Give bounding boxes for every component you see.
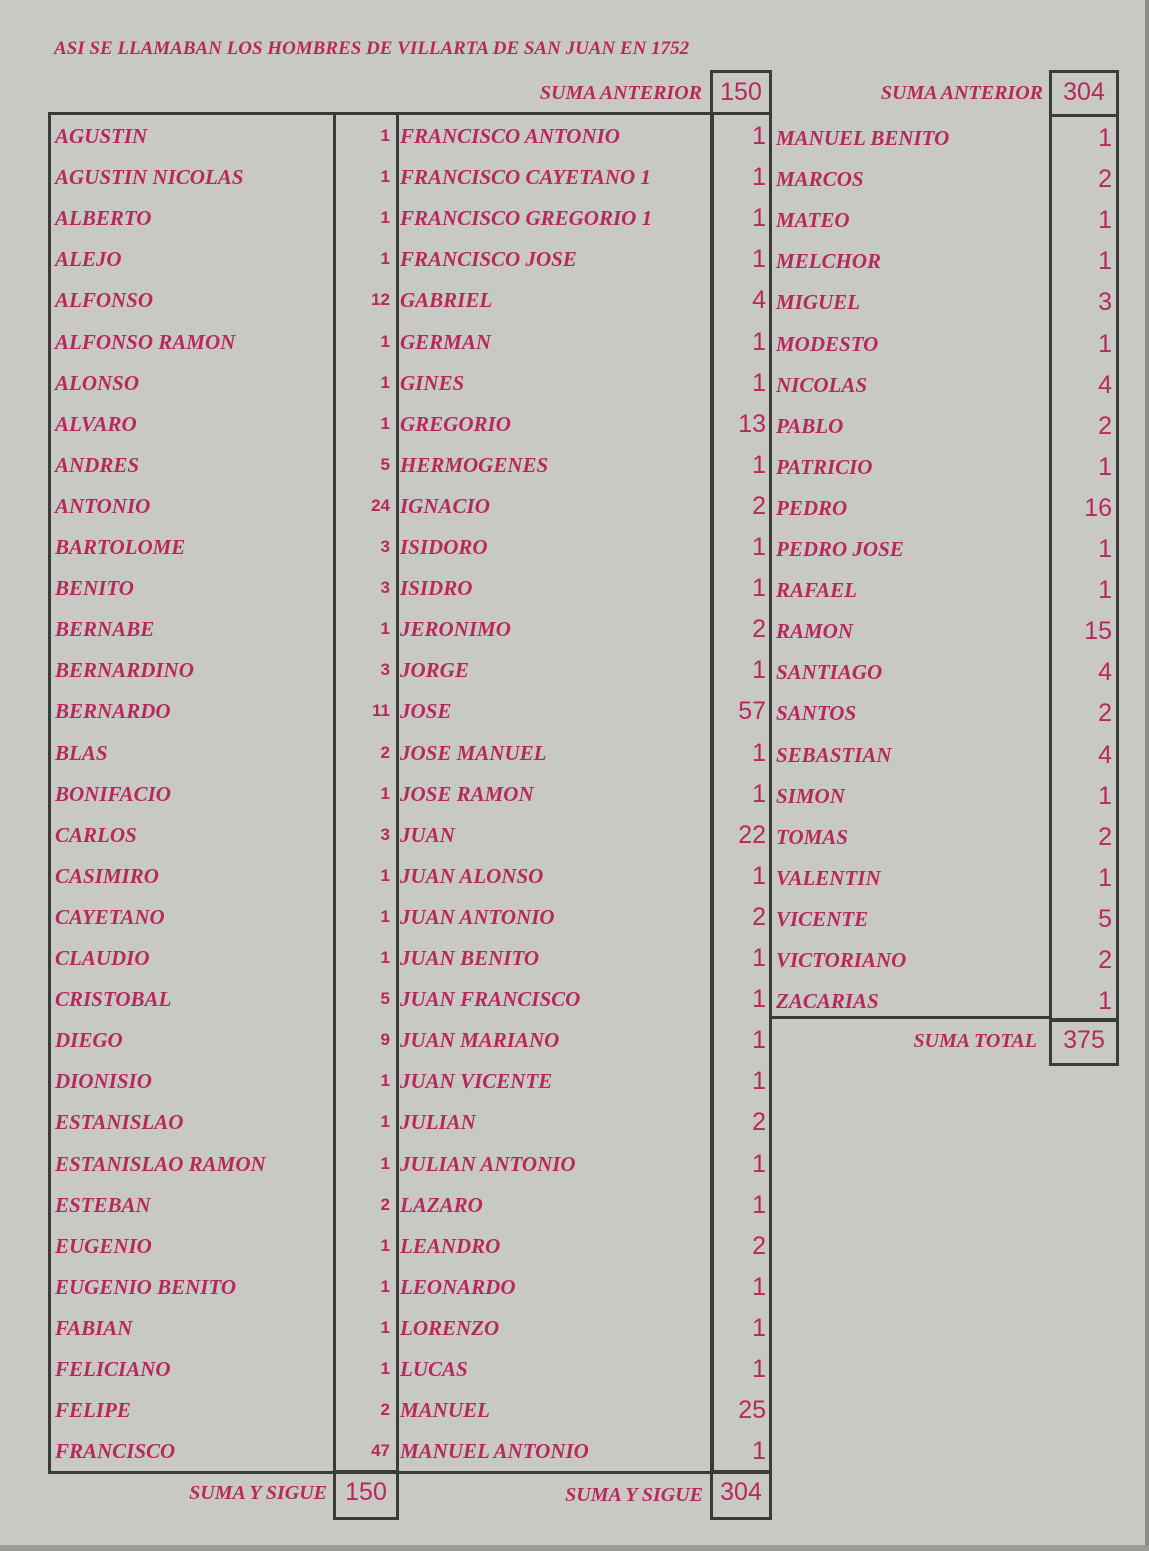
name-cell: FRANCISCO <box>55 1439 176 1464</box>
name-cell: JUAN <box>400 822 455 847</box>
suma-anterior-box-1 <box>710 112 772 115</box>
count-cell: 15 <box>1084 617 1112 646</box>
count-cell: 1 <box>380 1235 390 1255</box>
count-cell: 1 <box>380 948 390 967</box>
suma-y-sigue-value-1: 150 <box>345 1478 387 1506</box>
count-cell: 1 <box>1098 576 1112 605</box>
name-cell: BERNABE <box>55 617 155 642</box>
name-cell: HERMOGENES <box>400 452 549 477</box>
count-cell: 4 <box>1098 740 1112 769</box>
name-cell: SEBASTIAN <box>776 742 892 767</box>
count-cell: 2 <box>380 742 390 762</box>
name-cell: JUAN ANTONIO <box>400 904 555 929</box>
name-cell: MANUEL ANTONIO <box>400 1439 589 1464</box>
count-cell: 12 <box>371 290 390 310</box>
count-cell: 1 <box>752 1313 766 1342</box>
count-cell: 1 <box>380 783 390 803</box>
name-cell: FRANCISCO ANTONIO <box>400 124 620 148</box>
count-cell: 1 <box>752 533 766 561</box>
count-cell: 1 <box>752 738 766 767</box>
count-cell: 1 <box>380 1276 390 1296</box>
name-cell: ALONSO <box>55 370 140 395</box>
count-cell: 1 <box>380 331 390 351</box>
count-cell: 1 <box>1098 247 1112 276</box>
suma-anterior-label-1: SUMA ANTERIOR <box>539 82 702 104</box>
count-cell: 1 <box>752 1272 766 1301</box>
suma-total-label: SUMA TOTAL <box>913 1030 1037 1052</box>
name-cell: MODESTO <box>776 331 879 356</box>
name-cell: MANUEL <box>400 1398 490 1423</box>
name-cell: IGNACIO <box>400 493 490 518</box>
count-cell: 1 <box>752 450 766 479</box>
page-title: ASI SE LLAMABAN LOS HOMBRES DE VILLARTA DE SAN JUAN EN 1752 <box>54 38 690 59</box>
count-cell: 2 <box>752 902 766 931</box>
count-cell: 1 <box>752 245 766 274</box>
count-cell: 1 <box>1098 987 1112 1016</box>
name-cell: ANTONIO <box>55 493 151 518</box>
name-cell: CLAUDIO <box>55 946 150 970</box>
count-cell: 5 <box>380 454 390 474</box>
suma-y-sigue-label-1: SUMA Y SIGUE <box>189 1482 327 1504</box>
name-cell: BENITO <box>55 576 134 601</box>
name-cell: JERONIMO <box>400 617 511 642</box>
column-2-counts-box <box>710 70 772 1474</box>
count-cell: 57 <box>738 697 766 726</box>
name-cell: JOSE MANUEL <box>400 740 547 765</box>
name-cell: FELICIANO <box>55 1357 171 1381</box>
count-cell: 1 <box>752 1026 766 1055</box>
suma-anterior-value-1: 150 <box>720 78 762 106</box>
name-cell: ISIDORO <box>400 535 488 559</box>
name-cell: BLAS <box>55 740 108 765</box>
count-cell: 1 <box>380 249 390 269</box>
count-cell: 2 <box>1098 411 1112 440</box>
name-cell: NICOLAS <box>776 372 868 397</box>
name-cell: JOSE <box>400 699 452 724</box>
count-cell: 13 <box>738 409 766 438</box>
name-cell: MARCOS <box>776 167 864 192</box>
name-cell: EUGENIO <box>55 1233 152 1258</box>
name-cell: MELCHOR <box>776 249 882 274</box>
count-cell: 1 <box>1098 329 1112 358</box>
name-cell: ALVARO <box>55 411 137 436</box>
name-cell: TOMAS <box>776 824 848 849</box>
name-cell: BONIFACIO <box>55 781 171 806</box>
name-cell: ESTANISLAO RAMON <box>55 1151 266 1176</box>
count-cell: 11 <box>372 701 390 721</box>
count-cell: 1 <box>1098 535 1112 563</box>
name-cell: ALFONSO RAMON <box>55 329 236 354</box>
name-cell: ALFONSO <box>55 288 154 313</box>
count-cell: 1 <box>380 1317 390 1337</box>
name-cell: VICENTE <box>776 906 869 931</box>
name-cell: JUAN ALONSO <box>400 863 544 888</box>
count-cell: 1 <box>752 944 766 972</box>
count-cell: 24 <box>371 495 390 515</box>
count-cell: 4 <box>752 286 766 315</box>
count-cell: 1 <box>752 1190 766 1219</box>
count-cell: 2 <box>752 491 766 520</box>
count-cell: 3 <box>380 578 390 598</box>
name-cell: JUAN MARIANO <box>400 1028 560 1053</box>
name-cell: LORENZO <box>400 1315 500 1340</box>
name-cell: PATRICIO <box>776 454 873 479</box>
name-cell: JORGE <box>400 658 469 683</box>
count-cell: 1 <box>752 1149 766 1178</box>
name-cell: MATEO <box>776 208 850 233</box>
count-cell: 1 <box>1098 206 1112 235</box>
count-cell: 1 <box>380 167 390 187</box>
suma-y-sigue-value-2: 304 <box>720 1478 762 1506</box>
count-cell: 1 <box>380 372 390 392</box>
name-cell: PEDRO JOSE <box>776 537 904 561</box>
count-cell: 22 <box>738 820 766 849</box>
count-cell: 2 <box>752 1108 766 1137</box>
name-cell: ZACARIAS <box>776 989 879 1014</box>
count-cell: 1 <box>752 204 766 233</box>
name-cell: GINES <box>400 370 465 395</box>
name-cell: BARTOLOME <box>55 535 186 559</box>
name-cell: LEONARDO <box>400 1274 516 1299</box>
name-cell: ISIDRO <box>400 576 473 601</box>
name-cell: AGUSTIN <box>55 124 148 148</box>
name-cell: AGUSTIN NICOLAS <box>55 165 244 190</box>
suma-y-sigue-label-2: SUMA Y SIGUE <box>565 1484 703 1506</box>
count-cell: 4 <box>1098 658 1112 687</box>
count-cell: 1 <box>1098 452 1112 481</box>
name-cell: JULIAN <box>400 1110 476 1135</box>
name-cell: FRANCISCO JOSE <box>400 247 577 272</box>
name-cell: CAYETANO <box>55 904 165 929</box>
count-cell: 5 <box>1098 904 1112 933</box>
name-cell: VALENTIN <box>776 865 881 890</box>
name-cell: GERMAN <box>400 329 492 354</box>
count-cell: 3 <box>380 537 390 556</box>
count-cell: 1 <box>380 1112 390 1132</box>
name-cell: JUAN BENITO <box>400 946 540 970</box>
name-cell: JULIAN ANTONIO <box>400 1151 576 1176</box>
name-cell: LEANDRO <box>400 1233 501 1258</box>
count-cell: 1 <box>380 1153 390 1173</box>
name-cell: JUAN FRANCISCO <box>400 987 581 1012</box>
name-cell: ANDRES <box>55 452 140 477</box>
name-cell: BERNARDINO <box>55 658 194 683</box>
count-cell: 1 <box>752 985 766 1014</box>
suma-anterior-label-2: SUMA ANTERIOR <box>880 82 1043 104</box>
count-cell: 2 <box>752 615 766 644</box>
count-cell: 2 <box>1098 165 1112 194</box>
name-cell: EUGENIO BENITO <box>55 1274 237 1299</box>
count-cell: 25 <box>738 1396 766 1425</box>
name-cell: CRISTOBAL <box>55 987 172 1012</box>
count-cell: 1 <box>380 865 390 885</box>
count-cell: 2 <box>1098 699 1112 728</box>
name-cell: ALEJO <box>55 247 122 272</box>
name-cell: JOSE RAMON <box>400 781 534 806</box>
name-cell: GREGORIO <box>400 411 511 436</box>
count-cell: 2 <box>752 1231 766 1260</box>
name-cell: GABRIEL <box>400 288 493 313</box>
name-cell: MANUEL BENITO <box>776 126 950 150</box>
name-cell: FRANCISCO CAYETANO 1 <box>400 165 651 190</box>
count-cell: 1 <box>380 619 390 639</box>
count-cell: 2 <box>380 1400 390 1420</box>
count-cell: 1 <box>752 779 766 808</box>
count-cell: 1 <box>752 163 766 192</box>
count-cell: 4 <box>1098 370 1112 399</box>
name-cell: SANTOS <box>776 701 857 726</box>
count-cell: 1 <box>1098 863 1112 892</box>
name-cell: MIGUEL <box>776 290 861 315</box>
page-edge-bottom <box>0 1545 1149 1551</box>
page-edge <box>1145 0 1149 1551</box>
count-cell: 1 <box>1098 124 1112 152</box>
suma-total-value: 375 <box>1063 1026 1105 1054</box>
name-cell: CASIMIRO <box>55 863 159 888</box>
name-cell: PEDRO <box>776 495 848 520</box>
count-cell: 1 <box>752 1067 766 1096</box>
count-cell: 3 <box>1098 288 1112 317</box>
name-cell: DIONISIO <box>55 1069 152 1094</box>
name-cell: FRANCISCO GREGORIO 1 <box>400 206 653 231</box>
column-3-bottom-rule <box>772 1016 1052 1019</box>
suma-anterior-box-2 <box>1049 114 1119 117</box>
count-cell: 1 <box>380 413 390 433</box>
name-cell: SIMON <box>776 783 845 808</box>
name-cell: ESTEBAN <box>55 1192 151 1217</box>
name-cell: DIEGO <box>55 1028 123 1053</box>
count-cell: 1 <box>752 1355 766 1383</box>
name-cell: RAFAEL <box>776 578 857 603</box>
count-cell: 3 <box>380 660 390 680</box>
suma-anterior-value-2: 304 <box>1063 78 1105 106</box>
count-cell: 1 <box>752 574 766 603</box>
count-cell: 1 <box>380 906 390 926</box>
name-cell: JUAN VICENTE <box>400 1069 553 1094</box>
count-cell: 2 <box>1098 822 1112 851</box>
name-cell: CARLOS <box>55 822 137 847</box>
count-cell: 1 <box>752 861 766 890</box>
name-cell: SANTIAGO <box>776 660 883 685</box>
count-cell: 47 <box>371 1441 390 1461</box>
name-cell: LUCAS <box>400 1357 468 1381</box>
count-cell: 5 <box>380 989 390 1009</box>
count-cell: 1 <box>380 1071 390 1091</box>
name-cell: ALBERTO <box>55 206 152 231</box>
count-cell: 1 <box>752 122 766 150</box>
count-cell: 1 <box>1098 781 1112 810</box>
count-cell: 1 <box>380 208 390 228</box>
count-cell: 1 <box>752 327 766 356</box>
count-cell: 3 <box>380 824 390 844</box>
count-cell: 1 <box>380 126 390 145</box>
count-cell: 2 <box>1098 946 1112 974</box>
count-cell: 2 <box>380 1194 390 1214</box>
name-cell: PABLO <box>776 413 844 438</box>
name-cell: BERNARDO <box>55 699 171 724</box>
count-cell: 9 <box>380 1030 390 1050</box>
count-cell: 1 <box>380 1359 390 1378</box>
name-cell: ESTANISLAO <box>55 1110 184 1135</box>
name-cell: LAZARO <box>400 1192 483 1217</box>
count-cell: 1 <box>752 1437 766 1466</box>
count-cell: 1 <box>752 368 766 397</box>
name-cell: VICTORIANO <box>776 948 907 972</box>
name-cell: FELIPE <box>55 1398 131 1423</box>
count-cell: 1 <box>752 656 766 685</box>
name-cell: RAMON <box>776 619 854 644</box>
name-cell: FABIAN <box>55 1315 133 1340</box>
count-cell: 16 <box>1084 493 1112 522</box>
